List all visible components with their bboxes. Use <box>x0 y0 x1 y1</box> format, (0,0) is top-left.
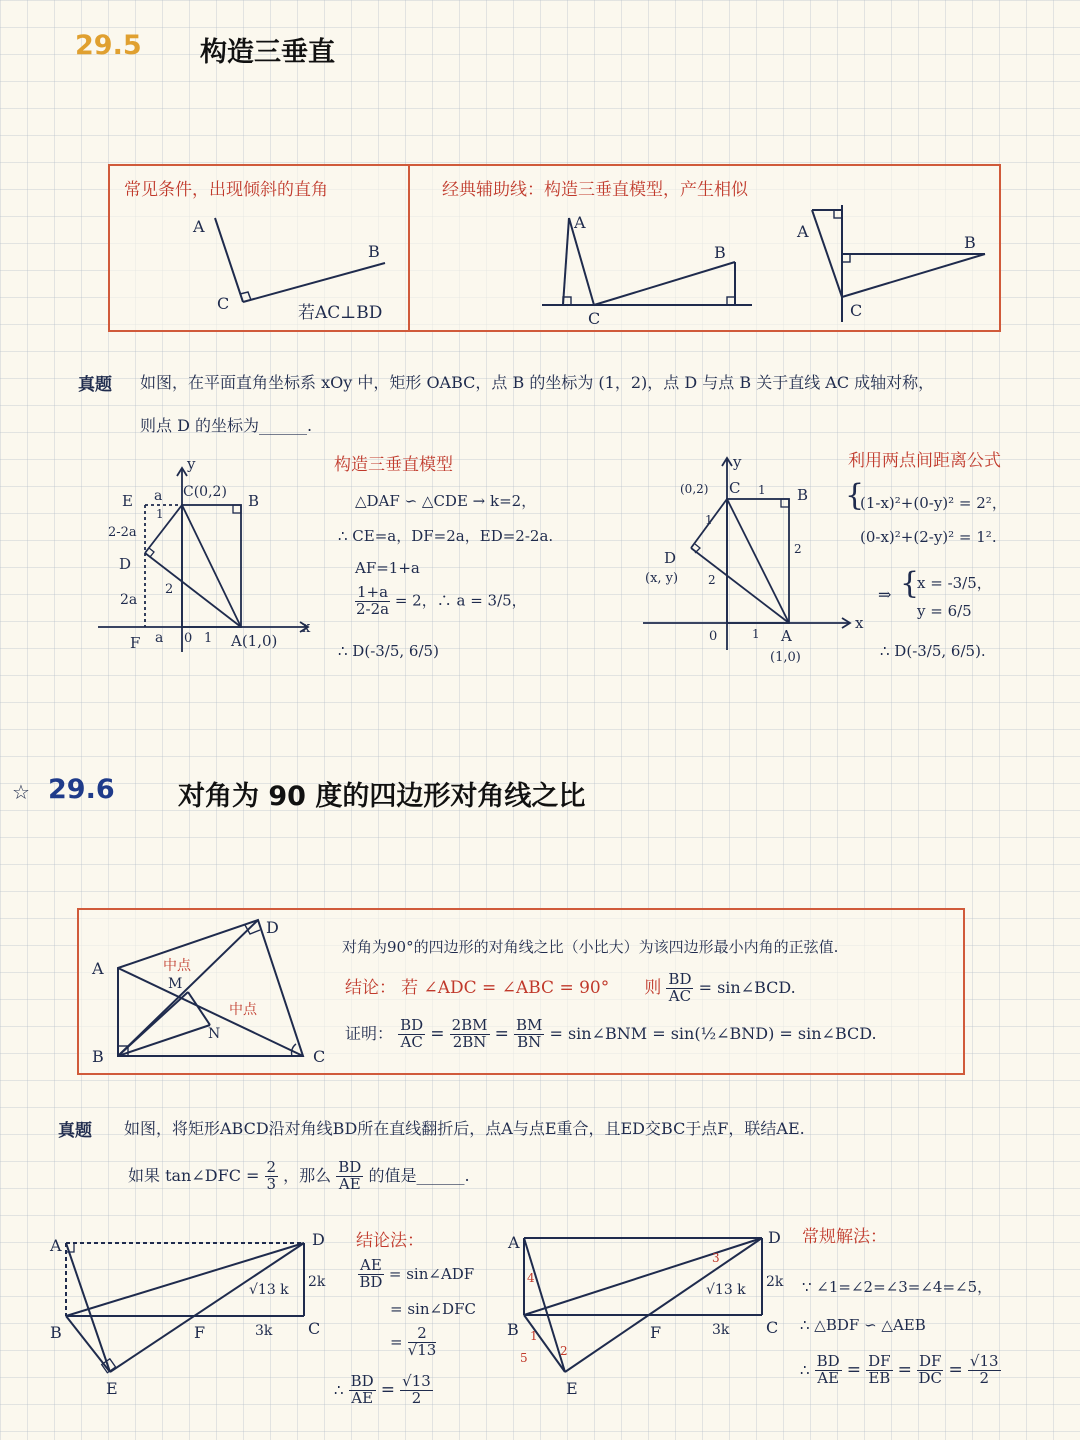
svg-text:E: E <box>122 492 133 510</box>
svg-text:1: 1 <box>758 483 766 497</box>
method-regular-title: 常规解法： <box>802 1227 887 1247</box>
svg-text:2k: 2k <box>308 1274 326 1290</box>
method-1-result: ∴ D(-3/5, 6/5) <box>338 642 439 660</box>
svg-text:A: A <box>50 1236 62 1255</box>
method-regular-line-3: ∴ $\frac{BD}{AE}$ = $\frac{DF}{EB}$ = $\frac{DF}{DC}$ = $\frac{√13}{2}$ <box>800 1352 999 1387</box>
method-2-result: ∴ D(-3/5, 6/5). <box>880 642 986 660</box>
svg-text:2: 2 <box>708 573 716 587</box>
svg-text:A: A <box>797 222 809 241</box>
implies-arrow: ⇒ <box>878 585 892 604</box>
method-conclusion-line-3: = $\frac{2}{√13}$ <box>390 1324 437 1359</box>
svg-text:D: D <box>266 918 279 937</box>
fraction-2bm-2bn: $\frac{2BM}{2BN}$ <box>451 1016 488 1051</box>
method-1-title: 构造三垂直模型 <box>334 455 453 475</box>
section-title-29-6: 对角为 90 度的四边形对角线之比 <box>178 781 586 812</box>
svg-text:F: F <box>650 1323 662 1342</box>
svg-text:A: A <box>781 627 792 645</box>
svg-text:2: 2 <box>165 582 174 597</box>
method-1-line-3: AF=1+a <box>355 559 420 577</box>
method-conclusion-line-2: = sin∠DFC <box>390 1300 476 1318</box>
svg-text:1: 1 <box>530 1329 538 1343</box>
svg-text:E: E <box>106 1379 118 1398</box>
label-a: A <box>193 217 205 236</box>
svg-text:0: 0 <box>184 631 193 646</box>
svg-text:C: C <box>308 1319 321 1338</box>
svg-text:B: B <box>507 1320 519 1339</box>
box-left-note: 若AC⊥BD <box>298 303 383 323</box>
method-1-line-1: △DAF ∽ △CDE → k=2， <box>355 492 537 510</box>
method-1-line-4: $\frac{1+a}{2-2a}$ = 2，∴ a = 3/5， <box>355 583 527 618</box>
svg-text:B: B <box>714 243 726 262</box>
fraction-bd-ae-2: $\frac{BD}{AE}$ <box>816 1352 840 1387</box>
svg-text:F: F <box>194 1323 206 1342</box>
method-conclusion-title: 结论法： <box>356 1231 424 1251</box>
svg-text:(1,0): (1,0) <box>770 650 801 665</box>
sin-adf: = sin∠ADF <box>388 1264 475 1283</box>
svg-text:F: F <box>130 634 141 652</box>
method-2-sol-2: y = 6/5 <box>917 602 972 620</box>
svg-text:2k: 2k <box>766 1274 784 1290</box>
method-regular-line-1: ∵ ∠1=∠2=∠3=∠4=∠5， <box>802 1278 993 1296</box>
svg-text:B: B <box>50 1323 62 1342</box>
svg-text:3: 3 <box>712 1251 720 1265</box>
method-conclusion-line-4: ∴ $\frac{BD}{AE}$ = $\frac{√13}{2}$ <box>334 1372 431 1407</box>
fraction-1-plus-a-over-2-minus-2a: $\frac{1+a}{2-2a}$ <box>355 583 390 618</box>
svg-text:B: B <box>248 492 260 510</box>
folded-rectangle-figure-1 <box>66 1243 304 1373</box>
svg-text:D: D <box>119 555 132 573</box>
method-2-sol-1: x = -3/5， <box>917 574 992 592</box>
svg-text:1: 1 <box>204 631 213 646</box>
svg-text:C: C <box>766 1318 779 1337</box>
fraction-bm-bn: $\frac{BM}{BN}$ <box>515 1016 543 1051</box>
svg-text:(0,2): (0,2) <box>680 482 709 496</box>
fraction-bd-ac: $\frac{BD}{AC}$ <box>400 1016 424 1051</box>
svg-text:x: x <box>302 618 311 636</box>
svg-text:1: 1 <box>705 513 713 527</box>
problem-tag-29-6: 真题 <box>58 1121 92 1141</box>
problem-29-5-line-1: 如图，在平面直角坐标系 xOy 中，矩形 OABC，点 B 的坐标为 (1，2)，点 D 与点 B 关于直线 AC 成轴对称， <box>140 373 935 392</box>
svg-text:D: D <box>768 1228 781 1247</box>
problem-29-5-line-2: 则点 D 的坐标为______. <box>140 416 313 435</box>
problem-29-6-line-2 <box>128 1160 470 1193</box>
svg-text:B: B <box>92 1047 104 1066</box>
conclusion-label: 结论： <box>345 977 396 998</box>
proof-tail: = sin∠BNM = sin(½∠BND) = sin∠BCD. <box>549 1023 877 1043</box>
svg-text:5: 5 <box>520 1351 528 1365</box>
svg-text:3k: 3k <box>255 1323 273 1339</box>
label-c: C <box>217 294 230 313</box>
svg-text:B: B <box>964 233 976 252</box>
box-2-line-1: 对角为90°的四边形的对角线之比（小比大）为该四边形最小内角的正弦值. <box>342 938 839 956</box>
svg-text:A: A <box>508 1233 520 1252</box>
svg-text:B: B <box>797 486 809 504</box>
fraction-2-sqrt13: $\frac{2}{√13}$ <box>407 1324 437 1359</box>
svg-text:1: 1 <box>752 627 760 641</box>
svg-text:2: 2 <box>794 542 802 556</box>
method-1-line-2: ∴ CE=a，DF=2a，ED=2-2a. <box>338 527 554 545</box>
svg-text:A: A <box>574 213 586 232</box>
box-right-title: 经典辅助线：构造三垂直模型，产生相似 <box>442 180 748 200</box>
method-conclusion-line-1 <box>358 1258 474 1291</box>
label-b: B <box>368 242 380 261</box>
method-regular-line-2: ∴ △BDF ∽ △AEB <box>800 1316 926 1334</box>
section-title-29-5: 构造三垂直 <box>200 37 335 68</box>
proof-label: 证明： <box>345 1023 394 1043</box>
system-brace-1: { <box>845 478 865 513</box>
svg-text:a: a <box>155 630 164 646</box>
conclusion-text: 若 ∠ADC = ∠ABC = 90° <box>401 977 610 998</box>
svg-text:N: N <box>208 1026 221 1042</box>
svg-text:A(1,0): A(1,0) <box>231 632 278 650</box>
svg-text:y: y <box>187 455 196 473</box>
fraction-bd-over-ae: $\frac{BD}{AE}$ <box>338 1158 362 1193</box>
fraction-sqrt13-2-b: $\frac{√13}{2}$ <box>969 1352 999 1387</box>
svg-text:(x, y): (x, y) <box>645 571 679 586</box>
box-2-proof: 证明： $\frac{BD}{AC}$ = $\frac{2BM}{2BN}$ = $\frac{BM}{BN}$ = sin∠BNM = sin(½∠BND) = sin∠BCD. <box>345 1016 877 1051</box>
method-2-eq-2: (0-x)²+(2-y)² = 1². <box>860 528 997 546</box>
problem-tag-29-5: 真题 <box>78 375 112 395</box>
svg-text:C: C <box>850 301 863 320</box>
svg-text:C: C <box>588 309 601 328</box>
svg-text:y: y <box>733 453 742 471</box>
section-number-29-6: 29.6 <box>48 774 115 805</box>
svg-text:C(0,2): C(0,2) <box>183 484 227 500</box>
midpoint-label-n: 中点 <box>229 1002 257 1018</box>
fraction-ae-bd: $\frac{AE}{BD}$ <box>359 1256 383 1291</box>
system-brace-2: { <box>900 566 920 601</box>
svg-text:0: 0 <box>709 629 718 644</box>
svg-text:C: C <box>729 479 741 497</box>
fraction-df-dc: $\frac{DF}{DC}$ <box>918 1352 942 1387</box>
star-icon: ☆ <box>12 780 30 804</box>
method-2-eq-1: (1-x)²+(0-y)² = 2²， <box>860 494 1007 512</box>
method-2-title: 利用两点间距离公式 <box>848 451 1001 471</box>
svg-text:1: 1 <box>156 507 164 521</box>
svg-text:√13 k: √13 k <box>249 1282 289 1298</box>
svg-text:2: 2 <box>560 1344 568 1358</box>
fraction-df-eb: $\frac{DF}{EB}$ <box>868 1352 891 1387</box>
fraction-bd-over-ac: $\frac{BD}{AC}$ <box>668 970 692 1005</box>
then-tail: = sin∠BCD. <box>698 977 796 997</box>
fraction-2-over-3: $\frac{2}{3}$ <box>266 1158 277 1193</box>
svg-text:3k: 3k <box>712 1322 730 1338</box>
fraction-bd-ae-result: $\frac{BD}{AE}$ <box>350 1372 374 1407</box>
section-number-29-5: 29.5 <box>75 30 142 61</box>
svg-text:4: 4 <box>527 1271 535 1285</box>
svg-text:x: x <box>855 614 864 632</box>
then-label: 则 <box>644 977 662 998</box>
problem-post: 的值是______. <box>368 1165 470 1185</box>
svg-text:2-2a: 2-2a <box>108 525 137 540</box>
svg-text:√13 k: √13 k <box>706 1282 746 1298</box>
svg-text:D: D <box>664 549 677 567</box>
svg-text:E: E <box>566 1379 578 1398</box>
svg-text:D: D <box>312 1230 325 1249</box>
problem-29-6-line-1: 如图，将矩形ABCD沿对角线BD所在直线翻折后，点A与点E重合，且ED交BC于点F，联结AE. <box>124 1119 805 1138</box>
svg-text:a: a <box>154 488 163 504</box>
box-left-title: 常见条件，出现倾斜的直角 <box>124 180 328 200</box>
svg-text:C: C <box>313 1047 326 1066</box>
tan-condition: 如果 tan∠DFC = <box>128 1165 260 1185</box>
fraction-sqrt13-over-2: $\frac{√13}{2}$ <box>402 1372 431 1407</box>
svg-text:M: M <box>168 976 183 992</box>
svg-text:2a: 2a <box>120 592 138 608</box>
problem-mid: ，那么 <box>283 1165 332 1185</box>
svg-text:A: A <box>92 959 104 978</box>
midpoint-label-m: 中点 <box>163 958 191 974</box>
